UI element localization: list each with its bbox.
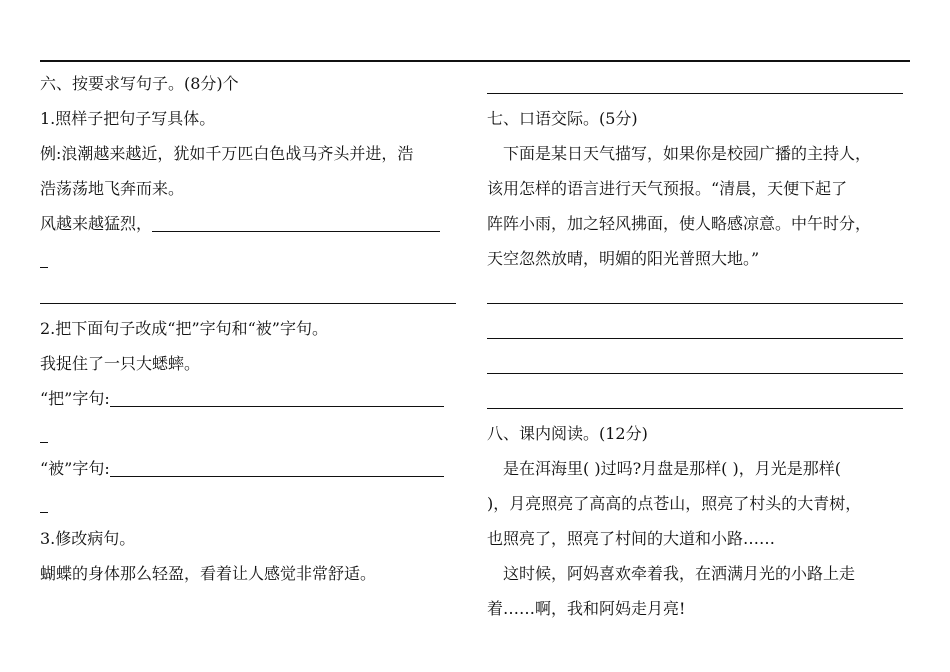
right-column bbox=[487, 66, 912, 626]
answer-blank-line[interactable] bbox=[40, 276, 465, 311]
answer-blank-wind[interactable] bbox=[152, 231, 440, 232]
bei-line bbox=[40, 451, 465, 486]
section-7-text: 天空忽然放晴，明媚的阳光普照大地。” bbox=[487, 249, 760, 268]
section-7-title: 七、口语交际。(5分) bbox=[487, 109, 638, 128]
base-sentence: 我捉住了一只大蟋蟀。 bbox=[40, 354, 201, 373]
answer-blank-wrap[interactable] bbox=[40, 267, 48, 268]
ba-line bbox=[40, 381, 465, 416]
wrap-line bbox=[40, 486, 465, 521]
section-7-text: 下面是某日天气描写，如果你是校园广播的主持人， bbox=[503, 144, 872, 163]
section-8-text: 是在洱海里( )过吗?月盘是那样( )，月光是那样( bbox=[503, 459, 841, 478]
answer-blank-wrap[interactable] bbox=[40, 512, 48, 513]
section-8-text: )，月亮照亮了高高的点苍山，照亮了村头的大青树， bbox=[487, 494, 862, 513]
question-3: 3.修改病句。 bbox=[40, 529, 136, 548]
section-8-text: 也照亮了，照亮了村间的大道和小路…… bbox=[487, 529, 776, 548]
answer-blank-line[interactable] bbox=[487, 276, 912, 311]
section-8-text: 这时候，阿妈喜欢牵着我，在洒满月光的小路上走 bbox=[503, 564, 856, 583]
answer-blank-line[interactable] bbox=[487, 66, 912, 101]
answer-blank-wrap[interactable] bbox=[40, 442, 48, 443]
section-8-title: 八、课内阅读。(12分) bbox=[487, 424, 648, 443]
example-line-1: 例:浪潮越来越近，犹如千万匹白色战马齐头并进，浩 bbox=[40, 144, 414, 163]
section-7-text: 该用怎样的语言进行天气预报。“清晨，天便下起了 bbox=[487, 179, 848, 198]
bei-label: “被”字句: bbox=[40, 459, 110, 478]
sick-sentence: 蝴蝶的身体那么轻盈，看着让人感觉非常舒适。 bbox=[40, 564, 377, 583]
example-line-2: 浩荡荡地飞奔而来。 bbox=[40, 179, 185, 198]
answer-blank-line[interactable] bbox=[487, 311, 912, 346]
wrap-line bbox=[40, 241, 465, 276]
section-7-text: 阵阵小雨，加之轻风拂面，使人略感凉意。中午时分， bbox=[487, 214, 872, 233]
answer-blank-ba[interactable] bbox=[110, 406, 444, 407]
answer-blank-line[interactable] bbox=[487, 381, 912, 416]
wind-prompt: 风越来越猛烈， bbox=[40, 214, 153, 233]
top-rule bbox=[40, 60, 910, 62]
ba-label: “把”字句: bbox=[40, 389, 110, 408]
question-2: 2.把下面句子改成“把”字句和“被”字句。 bbox=[40, 319, 328, 338]
left-column bbox=[40, 66, 465, 591]
answer-blank-line[interactable] bbox=[487, 346, 912, 381]
answer-blank-bei[interactable] bbox=[110, 476, 444, 477]
wrap-line bbox=[40, 416, 465, 451]
section-6-title: 六、按要求写句子。(8分)个 bbox=[40, 74, 239, 93]
wind-line bbox=[40, 206, 465, 241]
section-8-text: 着……啊，我和阿妈走月亮! bbox=[487, 599, 686, 618]
question-1: 1.照样子把句子写具体。 bbox=[40, 109, 216, 128]
